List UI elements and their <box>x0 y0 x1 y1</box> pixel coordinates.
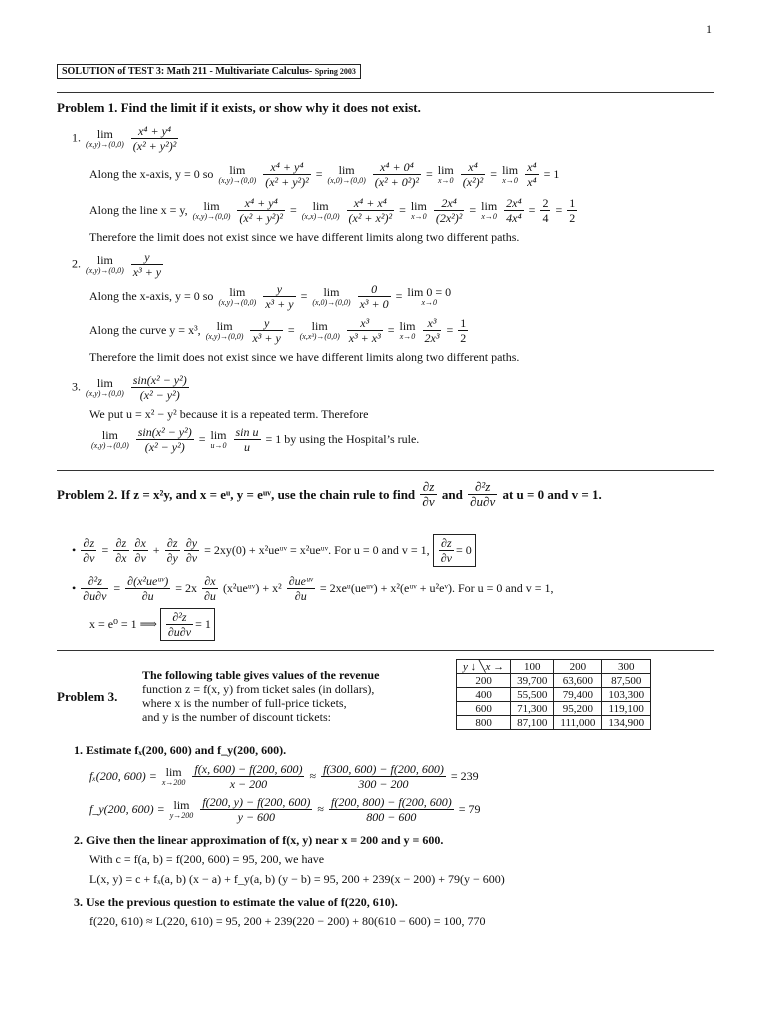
col-header: 200 <box>554 660 602 674</box>
desc-line-3: and y is the number of discount tickets: <box>142 710 331 724</box>
table-cell: 55,500 <box>511 688 554 702</box>
bullet1-answer: = 0 <box>455 543 472 557</box>
header-box <box>57 64 361 79</box>
denominator: (x² + y²)² <box>132 139 177 153</box>
table-cell: 71,300 <box>511 702 554 716</box>
hospital-text: = 1 by using the Hospital’s rule. <box>265 432 420 446</box>
problem2-title: Problem 2. If z = x²y, and x = eᵘ, y = eᵘᵛ, use the chain rule to find $\frac{\partial z}{\partial v}$ and $\frac{\text{∂²z}}{\partial u\partial v}$ at u = 0 and v = 1. <box>57 479 602 509</box>
fx-lim-sub: x→200 <box>161 777 186 787</box>
p3-q3: 3. Use the previous question to estimate the value of f(220, 610). <box>74 895 398 909</box>
table-cell: 87,500 <box>602 674 651 688</box>
p1-item3: 3. lim (x,y)→(0,0) $\frac{\text{sin(x² − y²)}}{\text{(x² − y²)}}$ <box>72 373 187 402</box>
table-cell: 119,100 <box>602 702 651 716</box>
table-cell: 39,700 <box>511 674 554 688</box>
fx-num2: f(300, 600) − f(200, 600) <box>323 762 444 776</box>
table-corner: y ↓ ╲x → <box>457 660 511 674</box>
numerator: x⁴ + y⁴ <box>137 124 172 138</box>
fx-result: = 239 <box>450 769 479 783</box>
p1-item2-curve: Along the curve y = x³, lim (x,y)→(0,0) $\frac{y}{\text{x³ + y}}$ = lim (x,x³)→(0,0) $\frac{\text{x³}}{\text{x³ + x³}}$ = lim x→0 $\frac{\text{x³}}{\text{2x³}}$ = $\frac{1}{2}$ <box>89 316 467 345</box>
solution-label: SOLUTION of TEST 3 <box>62 66 161 77</box>
col-header: 100 <box>511 660 554 674</box>
rule-p2 <box>57 470 714 471</box>
p2-bullet1: • $\frac{\partial z}{\partial v}$ = $\frac{\partial z}{\partial x}$ $\frac{\partial x}{\partial v}$ + $\frac{\partial z}{\partial y}$ $\frac{\partial y}{\partial v}$ = 2xy(0) + x²ueᵘᵛ = x²ueᵘᵛ. For u = 0 and v = 1, $\frac{\partial z}{\partial v}$ = 0 <box>72 534 476 567</box>
row-header: 600 <box>457 702 511 716</box>
p3-fy-estimate: f_y(200, 600) = lim y→200 $\frac{f(200, y) - f(200, 600)}{y - 600}$ ≈ $\frac{f(200, 800) - f(200, 600)}{800 - 600}$ = 79 <box>89 795 481 824</box>
table-row <box>457 702 651 716</box>
denominator: (x² − y²) <box>131 387 189 402</box>
rule-top <box>57 92 714 93</box>
desc-line-1: function z = f(x, y) from ticket sales (in dollars), <box>142 682 375 696</box>
p3-q2-line2: L(x, y) = c + fₓ(a, b) (x − a) + f_y(a, b) (y − b) = 95, 200 + 239(x − 200) + 79(y − 600) <box>89 872 505 886</box>
col-header: 300 <box>602 660 651 674</box>
problem3-description <box>142 668 379 724</box>
table-cell: 63,600 <box>554 674 602 688</box>
fy-den1: y − 600 <box>200 809 312 824</box>
table-row <box>457 716 651 730</box>
bullet2-answer: = 1 <box>195 617 211 631</box>
row-header: 200 <box>457 674 511 688</box>
curve-prefix: Along the curve y = x³, <box>89 323 201 337</box>
table-cell: 95,200 <box>554 702 602 716</box>
desc-bold: The following table gives values of the revenue <box>142 668 380 682</box>
table-cell: 87,100 <box>511 716 554 730</box>
p2-title-c: at u = 0 and v = 1. <box>502 486 602 502</box>
table-header-row <box>457 660 651 674</box>
p3-q2-line1: With c = f(a, b) = f(200, 600) = 95, 200, we have <box>89 852 325 866</box>
lim-subscript: (x,y)→(0,0) <box>86 139 124 149</box>
fx-lhs: fₓ(200, 600) = <box>89 769 157 783</box>
xaxis-prefix: Along the x-axis, y = 0 so <box>89 289 214 303</box>
bullet1-answer-box: $\frac{\partial z}{\partial v}$ = 0 <box>433 534 476 567</box>
fy-num2: f(200, 800) − f(200, 600) <box>330 795 452 809</box>
table-row <box>457 674 651 688</box>
p1-item2-conclusion: Therefore the limit does not exist since we have different limits along two different paths. <box>89 350 520 364</box>
item-number: 3. <box>72 379 81 394</box>
denominator: x³ + y <box>132 265 162 279</box>
course-label: : Math 211 - Multivariate Calculus- <box>160 66 313 77</box>
table-cell: 103,300 <box>602 688 651 702</box>
p3-q2: 2. Give then the linear approximation of f(x, y) near x = 200 and y = 600. <box>74 833 444 847</box>
fy-den2: 800 − 600 <box>329 809 454 824</box>
p1-item1-line: Along the line x = y, lim (x,y)→(0,0) $\frac{\text{x⁴ + y⁴}}{\text{(x² + y²)²}}$ = lim (x,x)→(0,0) $\frac{\text{x⁴ + x⁴}}{\text{(x² + x²)²}}$ = lim x→0 $\frac{\text{2x⁴}}{\text{(2x²)²}}$ = lim x→0 $\frac{\text{2x⁴}}{\text{4x⁴}}$ = $\frac{2}{4}$ = $\frac{1}{2}$ <box>89 196 576 225</box>
bullet2-answer-box: $\frac{\text{∂²z}}{\partial u\partial v}$ = 1 <box>160 608 215 641</box>
p1-item1-xaxis: Along the x-axis, y = 0 so lim (x,y)→(0,0) $\frac{\text{x⁴ + y⁴}}{\text{(x² + y²)²}}$ = lim (x,0)→(0,0) $\frac{\text{x⁴ + 0⁴}}{\text{(x² + 0²)²}}$ = lim x→0 $\frac{\text{x⁴}}{\text{(x²)²}}$ = lim x→0 $\frac{\text{x⁴}}{\text{x⁴}}$ = 1 <box>89 160 560 189</box>
fy-lim-sub: y→200 <box>169 810 194 820</box>
fy-lhs: f_y(200, 600) = <box>89 802 165 816</box>
p1-item2: 2. lim (x,y)→(0,0) $\frac{y}{\text{x³ + y}}$ <box>72 250 162 279</box>
fx-den1: x − 200 <box>192 776 304 791</box>
table-cell: 134,900 <box>602 716 651 730</box>
line-prefix: Along the line x = y, <box>89 203 188 217</box>
p1-item1-conclusion: Therefore the limit does not exist since we have different limits along two different paths. <box>89 230 520 244</box>
problem1-title: Problem 1. Find the limit if it exists, or show why it does not exist. <box>57 100 421 115</box>
p1-item3-note: We put u = x² − y² because it is a repeated term. Therefore <box>89 407 369 421</box>
p2-title-b: and <box>441 486 463 502</box>
table-row <box>457 688 651 702</box>
p1-item3-hospital: lim (x,y)→(0,0) $\frac{\text{sin(x² − y²)}}{\text{(x² − y²)}}$ = lim u→0 $\frac{\text{sin u}}{u}$ = 1 by using the Hospital’s rule. <box>91 425 420 454</box>
p3-fx-estimate: fₓ(200, 600) = lim x→200 $\frac{f(x, 600) - f(200, 600)}{x - 200}$ ≈ $\frac{f(300, 600) - f(200, 600)}{300 - 200}$ = 239 <box>89 762 479 791</box>
numerator: sin(x² − y²) <box>132 373 187 387</box>
p3-q1: 1. Estimate fₓ(200, 600) and f_y(200, 600). <box>74 743 287 757</box>
xaxis-prefix: Along the x-axis, y = 0 so <box>89 167 214 181</box>
numerator: y <box>144 250 150 264</box>
p2-bullet2-line2 <box>89 608 215 641</box>
term-label: Spring 2003 <box>314 67 356 76</box>
table-cell: 111,000 <box>554 716 602 730</box>
desc-line-2: where x is the number of full-price tickets, <box>142 696 347 710</box>
fx-num1: f(x, 600) − f(200, 600) <box>194 762 303 776</box>
row-header: 800 <box>457 716 511 730</box>
fx-den2: 300 − 200 <box>321 776 446 791</box>
p2-bullet2: • $\frac{\text{∂²z}}{\partial u\partial v}$ = $\frac{\text{∂(x²ueᵘᵛ)}}{\partial u}$ = 2x $\frac{\partial x}{\partial u}$ (x²ueᵘᵛ) + x² $\frac{\text{∂ueᵘᵛ}}{\partial u}$ = 2xeᵘ(ueᵘᵛ) + x²(eᵘᵛ + u²eᵛ). For u = 0 and v = 1, <box>72 574 554 603</box>
p1-item1: 1. lim (x,y)→(0,0) $\frac{\text{x⁴ + y⁴}}{\text{(x² + y²)²}}$ <box>72 124 177 153</box>
p2-title-a: Problem 2. If z = x²y, and x = eᵘ, y = eᵘᵛ, use the chain rule to find <box>57 486 416 502</box>
row-header: 400 <box>457 688 511 702</box>
p1-item2-xaxis: Along the x-axis, y = 0 so lim (x,y)→(0,0) $\frac{y}{\text{x³ + y}}$ = lim (x,0)→(0,0) $\frac{0}{\text{x³ + 0}}$ = lim 0 = 0 x→0 <box>89 282 452 311</box>
page-number: 1 <box>706 22 712 36</box>
table-cell: 79,400 <box>554 688 602 702</box>
fy-result: = 79 <box>458 802 481 816</box>
bullet2-line2: x = e⁰ = 1 ⟹ <box>89 617 157 631</box>
item-number: 2. <box>72 256 81 271</box>
rule-p3 <box>57 650 714 651</box>
fy-num1: f(200, y) − f(200, 600) <box>202 795 311 809</box>
bullet1-text: = 2xy(0) + x²ueᵘᵛ = x²ueᵘᵛ. For u = 0 and v = 1, <box>204 543 430 557</box>
p3-q3-line: f(220, 610) ≈ L(220, 610) = 95, 200 + 239(220 − 200) + 80(610 − 600) = 100, 770 <box>89 914 486 928</box>
item-number: 1. <box>72 130 81 145</box>
bullet2-text: = 2xeᵘ(ueᵘᵛ) + x²(eᵘᵛ + u²eᵛ). For u = 0 and v = 1, <box>319 581 554 595</box>
problem3-label: Problem 3. <box>57 689 118 704</box>
revenue-table <box>456 659 651 730</box>
